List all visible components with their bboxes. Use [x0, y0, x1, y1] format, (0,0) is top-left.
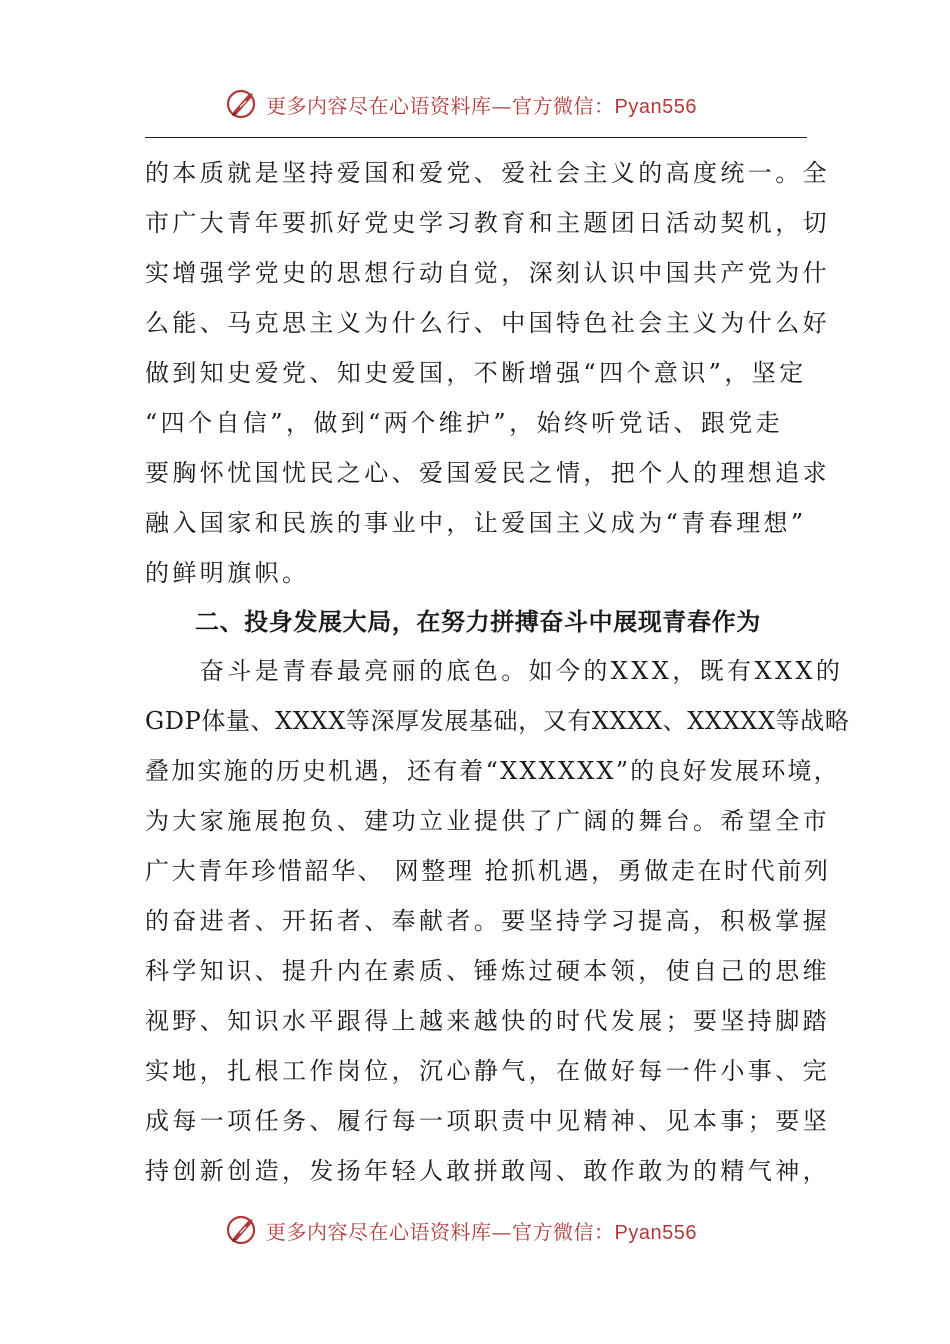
header-watermark: [226, 84, 697, 124]
text-line: 奋斗是青春最亮丽的底色。如今的XXX，既有XXX的: [145, 657, 844, 685]
section-heading: 二、投身发展大局，在努力拼搏奋斗中展现青春作为: [195, 608, 761, 636]
header-divider: [145, 137, 807, 138]
pen-nib-logo-icon: [226, 87, 260, 121]
text-line: 科学知识、提升内在素质、锤炼过硬本领，使自己的思维: [145, 957, 830, 985]
text-line: 广大青年珍惜韶华、 网整理 抢抓机遇，勇做走在时代前列: [145, 857, 831, 885]
text-line: 融入国家和民族的事业中，让爱国主义成为“青春理想”: [145, 509, 807, 537]
text-line: 实增强学党史的思想行动自觉，深刻认识中国共产党为什: [145, 259, 830, 287]
text-line: 的奋进者、开拓者、奉献者。要坚持学习提高，积极掌握: [145, 907, 830, 935]
text-line: 持创新创造，发扬年轻人敢拼敢闯、敢作敢为的精气神，: [145, 1157, 830, 1185]
watermark-text: 更多内容尽在心语资料库—官方微信：Pyan556: [266, 1219, 697, 1244]
text-line: 要胸怀忧国忧民之心、爱国爱民之情，把个人的理想追求: [145, 459, 830, 487]
text-line: 叠加实施的历史机遇，还有着“XXXXXX”的良好发展环境，: [145, 757, 840, 785]
footer-watermark: [226, 1210, 697, 1250]
text-line: 为大家施展抱负、建功立业提供了广阔的舞台。希望全市: [145, 807, 830, 835]
text-line: GDP体量、XXXX等深厚发展基础，又有XXXX、XXXXX等战略: [145, 707, 850, 735]
text-line: 实地，扎根工作岗位，沉心静气，在做好每一件小事、完: [145, 1057, 830, 1085]
pen-nib-logo-icon: [226, 1213, 260, 1247]
text-line: 视野、知识水平跟得上越来越快的时代发展；要坚持脚踏: [145, 1007, 830, 1035]
watermark-text: 更多内容尽在心语资料库—官方微信：Pyan556: [266, 93, 697, 118]
text-line: 市广大青年要抓好党史学习教育和主题团日活动契机，切: [145, 209, 830, 237]
text-line: 成每一项任务、履行每一项职责中见精神、见本事；要坚: [145, 1107, 830, 1135]
text-line: “四个自信”，做到“两个维护”，始终听党话、跟党走: [145, 409, 784, 437]
text-line: 的本质就是坚持爱国和爱党、爱社会主义的高度统一。全: [145, 159, 830, 187]
text-line: 的鲜明旗帜。: [145, 559, 310, 587]
text-line: 么能、马克思主义为什么行、中国特色社会主义为什么好: [145, 309, 830, 337]
text-line: 做到知史爱党、知史爱国，不断增强“四个意识”，坚定: [145, 359, 807, 387]
